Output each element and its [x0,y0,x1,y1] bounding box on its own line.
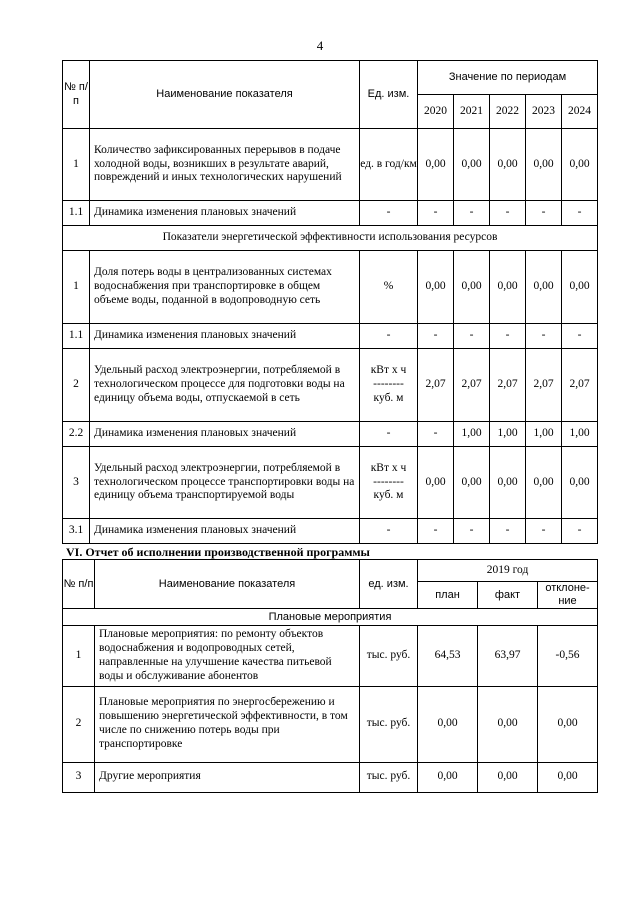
row-num: 1.1 [63,324,90,349]
row-value: - [418,324,454,349]
row-num: 3 [63,447,90,519]
row-unit: - [360,422,418,447]
page-number: 4 [316,38,324,53]
header-periods: Значение по периодам [418,61,598,95]
row-value: 1,00 [454,422,490,447]
table-row [63,129,598,201]
header-year: 2019 год [418,560,598,582]
row-num: 3.1 [63,519,90,544]
row-name: Другие мероприятия [95,762,360,792]
row-value: 0,00 [490,129,526,201]
row-value: 0,00 [562,251,598,324]
row-unit: тыс. руб. [360,626,418,686]
row-unit: тыс. руб. [360,686,418,762]
row-unit: - [360,519,418,544]
row-num: 2.2 [63,422,90,447]
row-value: 0,00 [454,129,490,201]
row-value: - [490,201,526,226]
row-deviation: -0,56 [538,626,598,686]
table-row [63,349,598,422]
row-value: 0,00 [490,251,526,324]
row-unit: - [360,201,418,226]
indicators-table [62,60,598,544]
header-year: 2023 [526,95,562,129]
row-name: Доля потерь воды в централизованных системах водоснабжения при транспортировке в общем объеме воды, поданной в водопроводную сеть [90,251,360,324]
row-deviation: 0,00 [538,762,598,792]
table-row [63,686,598,762]
row-unit: тыс. руб. [360,762,418,792]
row-num: 1 [63,129,90,201]
table-row [63,324,598,349]
energy-section-title: Показатели энергетической эффективности использования ресурсов [63,226,598,251]
row-value: 2,07 [454,349,490,422]
row-name: Динамика изменения плановых значений [90,422,360,447]
unit-denominator: куб. м [373,391,404,404]
row-value: - [418,519,454,544]
header-deviation: отклоне-ние [538,582,598,609]
row-name: Динамика изменения плановых значений [90,324,360,349]
row-unit [360,447,418,519]
header-year: 2022 [490,95,526,129]
row-value: 0,00 [562,129,598,201]
unit-fraction-line: -------- [373,378,404,391]
row-fact: 0,00 [478,686,538,762]
table-row [63,519,598,544]
row-value: - [526,519,562,544]
table-row [63,201,598,226]
header-year: 2020 [418,95,454,129]
header-year: 2021 [454,95,490,129]
row-plan: 0,00 [418,686,478,762]
row-unit: - [360,324,418,349]
row-value: - [562,201,598,226]
row-value: - [526,201,562,226]
row-value: - [454,519,490,544]
row-value: - [454,201,490,226]
unit-numerator: кВт х ч [370,364,407,377]
row-fact: 63,97 [478,626,538,686]
row-name: Динамика изменения плановых значений [90,201,360,226]
row-value: 2,07 [418,349,454,422]
row-value: 0,00 [526,129,562,201]
header-name: Наименование показателя [95,560,360,609]
table-row [63,762,598,792]
row-num: 1.1 [63,201,90,226]
row-fact: 0,00 [478,762,538,792]
table-row [63,422,598,447]
row-plan: 0,00 [418,762,478,792]
row-value: - [490,519,526,544]
row-value: - [418,422,454,447]
unit-denominator: куб. м [373,489,404,502]
row-value: - [526,324,562,349]
table-row [63,251,598,324]
row-value: 0,00 [454,251,490,324]
row-name: Удельный расход электроэнергии, потребляемой в технологическом процессе для подготовки воды на единицу объема воды, отпускаемой в сеть [90,349,360,422]
row-num: 2 [63,349,90,422]
row-value: 0,00 [526,447,562,519]
row-value: 1,00 [490,422,526,447]
row-value: - [562,519,598,544]
row-value: 0,00 [562,447,598,519]
section-vi-title: VI. Отчет об исполнении производственной программы [66,545,370,559]
row-name: Плановые мероприятия по энергосбережению и повышению энергетической эффективности, в том числе по снижению потерь воды при транспортировке [95,686,360,762]
row-value: 0,00 [490,447,526,519]
row-name: Количество зафиксированных перерывов в подаче холодной воды, возникших в результате аварий, повреждений и иных технологических нарушений [90,129,360,201]
header-year: 2024 [562,95,598,129]
production-program-table [62,559,598,793]
row-num: 3 [63,762,95,792]
row-unit: % [360,251,418,324]
row-name: Плановые мероприятия: по ремонту объектов водоснабжения и водопроводных сетей, направленные на улучшение качества питьевой воды и обслуживание абонентов [95,626,360,686]
header-num: № п/п [63,560,95,609]
unit-fraction-line: -------- [373,475,404,488]
header-num: № п/п [63,61,90,129]
row-value: 2,07 [490,349,526,422]
row-num: 1 [63,626,95,686]
row-value: 2,07 [526,349,562,422]
table-row [63,447,598,519]
row-value: 0,00 [418,447,454,519]
header-name: Наименование показателя [90,61,360,129]
row-value: 0,00 [418,129,454,201]
row-deviation: 0,00 [538,686,598,762]
header-unit: Ед. изм. [360,61,418,129]
row-value: - [562,324,598,349]
unit-numerator: кВт х ч [370,461,407,474]
header-unit: ед. изм. [360,560,418,609]
row-name: Динамика изменения плановых значений [90,519,360,544]
row-unit [360,349,418,422]
row-plan: 64,53 [418,626,478,686]
row-value: 1,00 [526,422,562,447]
header-plan: план [418,582,478,609]
group-title: Плановые мероприятия [63,609,598,626]
row-value: - [418,201,454,226]
row-value: 0,00 [454,447,490,519]
row-value: 0,00 [418,251,454,324]
table-row [63,626,598,686]
row-num: 2 [63,686,95,762]
row-value: 0,00 [526,251,562,324]
row-value: - [490,324,526,349]
row-value: 1,00 [562,422,598,447]
row-value: 2,07 [562,349,598,422]
row-name: Удельный расход электроэнергии, потребляемой в технологическом процессе транспортировки воды на единицу объема транспортируемой воды [90,447,360,519]
row-value: - [454,324,490,349]
row-num: 1 [63,251,90,324]
header-fact: факт [478,582,538,609]
row-unit: ед. в год/км [360,129,418,201]
